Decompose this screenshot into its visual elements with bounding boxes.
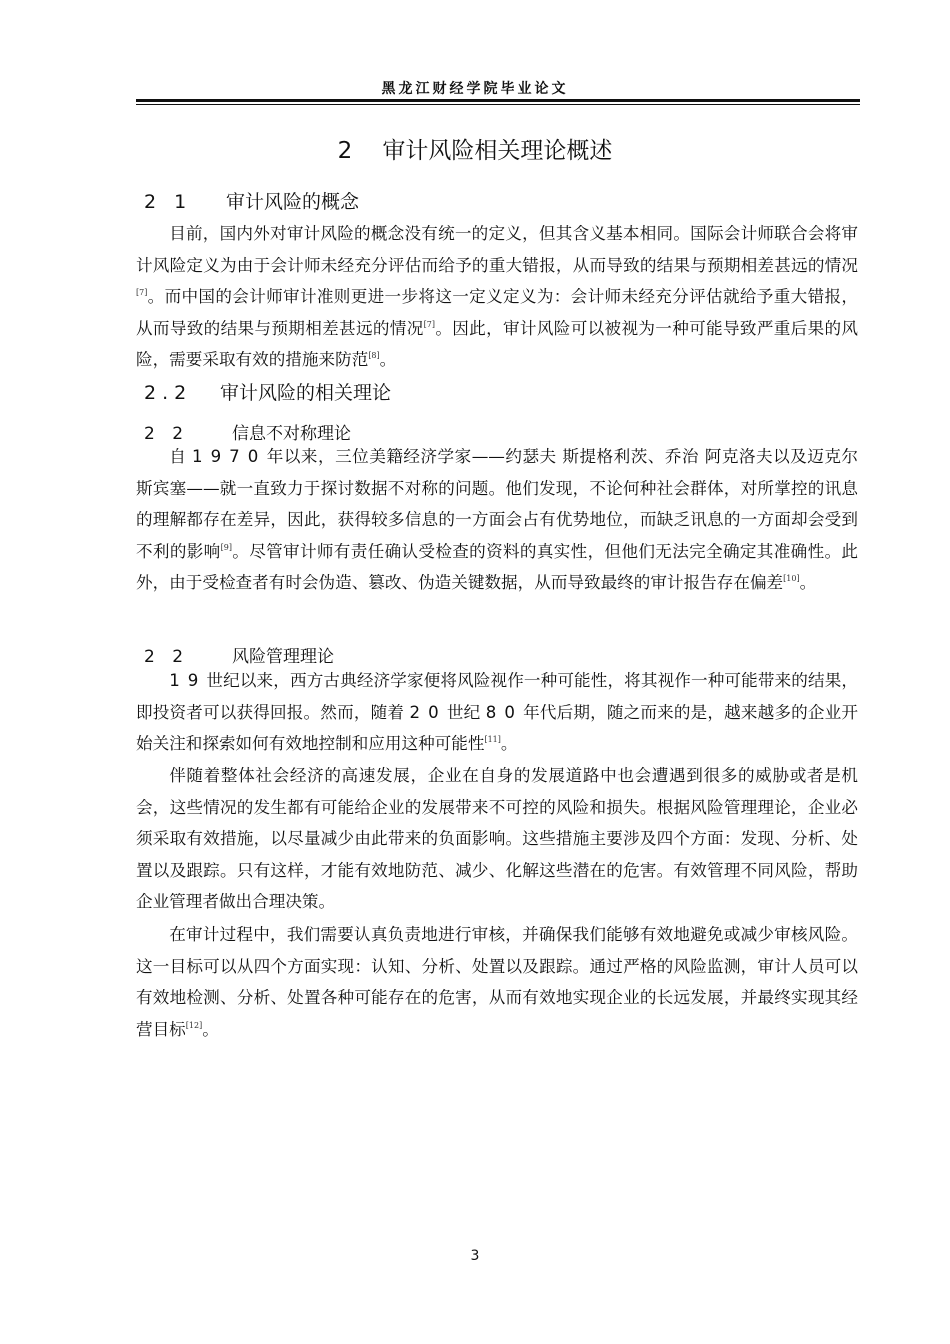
citation-ref: [10]: [783, 574, 800, 583]
text-run: 。: [202, 1019, 219, 1039]
chapter-title: 审计风险相关理论概述: [382, 138, 613, 164]
paragraph-information-asymmetry: [136, 441, 858, 599]
paragraph-risk-management-measures: [136, 760, 858, 918]
paragraph-risk-management-history: [136, 665, 858, 760]
text-run: 目前，国内外对审计风险的概念没有统一的定义，但其含义基本相同。国际会计师联合会将审计风险定义为由于会计师未经充分评估而给予的重大错报，从而导致的结果与预期相差甚远的情况: [136, 224, 858, 275]
text-run: 世纪: [446, 702, 481, 722]
section-title: 审计风险的概念: [226, 191, 360, 213]
text-run: 年代后期，随之而来的是，越来越多的企业开始关注和探索如何有效地控制和应用这种可能性: [136, 702, 859, 753]
text-run: 年以来，三位美籍经济学家——约瑟夫 斯提格利茨、乔治 阿克洛夫以及迈克尔 斯宾塞——就一直致力于探讨数据不对称的问题。他们发现，不论何种社会群体，对所掌控的讯息的理解都存在差异，因此，获得较多信息的一方面会占有优势地位，而缺乏讯息的一方面却会受到不利的影响: [136, 447, 858, 561]
year-number: 1970: [192, 447, 267, 466]
header-rule-thin: [136, 104, 860, 105]
citation-ref: [11]: [484, 735, 501, 744]
chapter-number: 2: [337, 138, 353, 164]
citation-ref: [7]: [136, 288, 148, 297]
text-run: 。: [799, 573, 817, 592]
paragraph-audit-process: [136, 919, 858, 1045]
text-run: 。: [500, 734, 518, 753]
text-run: 。因此，审计风险可以被视为一种可能导致严重后果的风险，需要采取有效的措施来防范: [136, 318, 859, 369]
decade-number: 80: [485, 702, 523, 722]
subsection-title: 信息不对称理论: [232, 424, 351, 444]
section-number: 2 1: [144, 191, 193, 213]
section-heading-2-2: [144, 378, 391, 405]
citation-ref: [9]: [220, 542, 232, 552]
subsection-number: 2 2: [144, 424, 190, 444]
subsection-number: 2 2: [144, 647, 190, 667]
paragraph-audit-risk-concept: [136, 218, 858, 376]
text-run: 。而中国的会计师审计准则更进一步将这一定义定义为：会计师未经充分评估就给予重大错报，从而导致的结果与预期相差甚远的情况: [136, 287, 858, 338]
text-run: 自: [169, 447, 187, 466]
text-run: 在审计过程中，我们需要认真负责地进行审核，并确保我们能够有效地避免或减少审核风险。这一目标可以从四个方面实现：认知、分析、处置以及跟踪。通过严格的风险监测，审计人员可以有效地检测、分析、处置各种可能存在的危害，从而有效地实现企业的长远发展，并最终实现其经营目标: [136, 925, 858, 1039]
subsection-heading-risk-management: [144, 642, 334, 667]
section-number: 2.2: [144, 382, 193, 404]
citation-ref: [8]: [368, 351, 380, 360]
century-number: 19: [169, 671, 207, 690]
text-run: 伴随着整体社会经济的高速发展，企业在自身的发展道路中也会遭遇到很多的威胁或者是机会，这些情况的发生都有可能给企业的发展带来不可控的风险和损失。根据风险管理理论，企业必须采取有效措施，以尽量减少由此带来的负面影响。这些措施主要涉及四个方面：发现、分析、处置以及跟踪。只有这样，才能有效地防范、减少、化解这些潜在的危害。有效管理不同风险，帮助企业管理者做出合理决策。: [136, 766, 858, 911]
citation-ref: [12]: [185, 1020, 203, 1030]
citation-ref: [7]: [423, 319, 435, 329]
header-title: 黑龙江财经学院毕业论文: [381, 81, 569, 97]
text-run: 世纪以来，西方古典经济学家便将风险视作一种可能性，将其视作一种可能带来的结果，即投资者可以获得回报。然而，随着: [136, 671, 858, 722]
section-title: 审计风险的相关理论: [220, 382, 392, 404]
text-run: 。: [379, 350, 397, 369]
header-rule-thick: [136, 99, 860, 102]
chapter-heading: [0, 132, 950, 165]
subsection-title: 风险管理理论: [232, 647, 334, 667]
century-number: 20: [409, 702, 447, 722]
text-run: 。尽管审计师有责任确认受检查的资料的真实性，但他们无法完全确定其准确性。此外，由于受检查者有时会伪造、篡改、伪造关键数据，从而导致最终的审计报告存在偏差: [136, 541, 859, 592]
section-heading-2-1: [144, 187, 359, 214]
page-number: 3: [470, 1248, 480, 1264]
